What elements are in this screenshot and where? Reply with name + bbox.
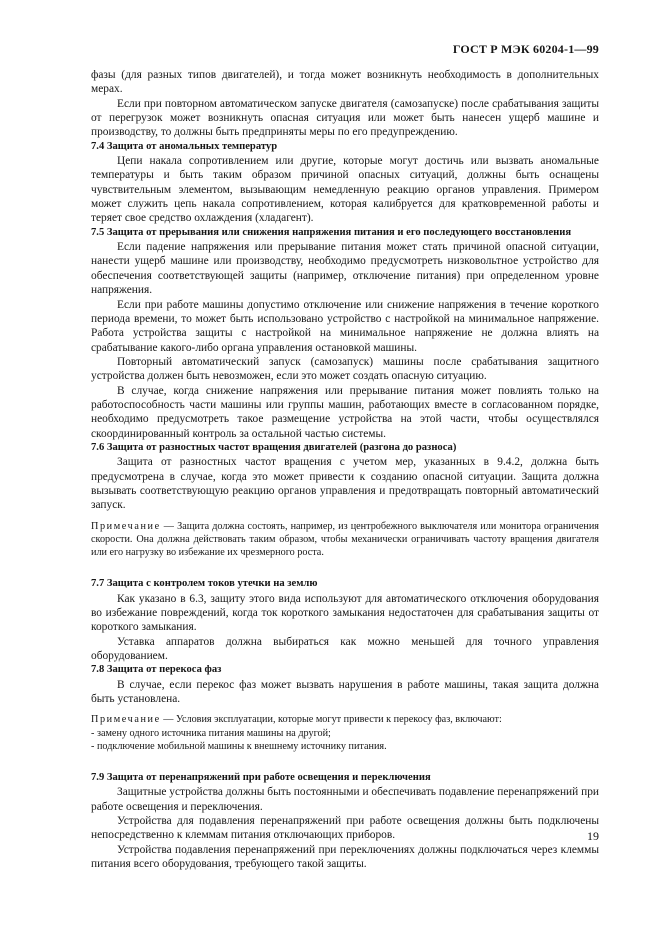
section-7-5-paragraph-1: Если падение напряжения или прерывание питания может стать причиной опасной ситуации, нанести ущерб машине или производству, необходимо предусмотреть низковольтное устройство для обеспечения соответствующей защиты (например, отключение питания) при определенном уровне напряжения.	[91, 241, 599, 297]
section-7-7-paragraph-1: Как указано в 6.3, защиту этого вида используют для автоматического отключения оборудования во избежание повреждений, когда ток короткого замыкания недостаточен для срабатывания защиты от короткого замыкания.	[91, 592, 599, 634]
section-7-5-paragraph-3: Повторный автоматический запуск (самозапуск) машины после срабатывания защитного устройства должен быть невозможен, если это может создать опасную ситуацию.	[91, 355, 599, 383]
section-7-4-paragraph: Цепи накала сопротивлением или другие, которые могут достичь или вызвать аномальные температуры и быть таким образом причиной опасных ситуаций, должны быть оснащены чувствительным элементом, вызывающим немедленную реакцию органов управления. Примером может служить цепь накала сопротивлением, которая калибруется для кратковременной работы и теряет свое средство охлаждения (хладагент).	[91, 155, 599, 225]
intro-paragraph-1: фазы (для разных типов двигателей), и тогда может возникнуть необходимость в дополнительных мерах.	[91, 69, 599, 96]
note-label: Примечание	[91, 714, 161, 726]
section-7-8-heading: 7.8 Защита от перекоса фаз	[91, 664, 222, 676]
section-7-7-heading: 7.7 Защита с контролем токов утечки на землю	[91, 578, 318, 590]
section-7-9-paragraph-2: Устройства для подавления перенапряжений при работе освещения должны быть подключены непосредственно к клеммам питания отключающих приборов.	[91, 815, 599, 842]
section-7-6-note	[91, 520, 599, 560]
section-7-7-paragraph-2: Уставка аппаратов должна выбираться как можно меньшей для точного управления оборудованием.	[91, 635, 599, 662]
section-7-5-paragraph-2: Если при работе машины допустимо отключение или снижение напряжения в течение короткого периода времени, то может быть использовано устройство с настройкой на минимальное напряжение. Работа устройства защиты с настройкой на минимальное напряжение не должна влиять на срабатывание какого-либо органа управления остановкой машины.	[91, 298, 599, 354]
standard-header: ГОСТ Р МЭК 60204-1—99	[452, 42, 599, 56]
section-7-9-paragraph-1: Защитные устройства должны быть постоянными и обеспечивать подавление перенапряжений при работе освещения и переключения.	[91, 786, 599, 813]
section-7-6-heading: 7.6 Защита от разностных частот вращения двигателей (разгона до разноса)	[91, 441, 457, 453]
section-7-5-paragraph-4: В случае, когда снижение напряжения или прерывание питания может повлиять только на работоспособность части машины или группы машин, работающих вместе в согласованном порядке, необходимо предусмотреть такое размещение устройства на этой части, чтобы осуществлялся скоординированный контроль за остальной частью системы.	[91, 384, 599, 440]
document-body	[91, 68, 599, 871]
section-7-4-heading: 7.4 Защита от аномальных температур	[91, 140, 278, 152]
section-7-9-paragraph-3: Устройства подавления перенапряжений при переключениях должны подключаться через клеммы питания всего оборудования, требующего такой защиты.	[91, 843, 599, 871]
section-7-5-heading: 7.5 Защита от прерывания или снижения напряжения питания и его последующего восстановления	[91, 226, 572, 238]
section-7-9-heading: 7.9 Защита от перенапряжений при работе освещения и переключения	[91, 771, 431, 783]
section-7-6-paragraph: Защита от разностных частот вращения с учетом мер, указанных в 9.4.2, должна быть предусмотрена в случае, когда это может привести к созданию опасной ситуации. Защита должна вызывать соответствующую реакцию органов управления и предотвращать повторный автоматический запуск.	[91, 456, 599, 512]
note-label: Примечание	[91, 520, 161, 532]
page-number: 19	[587, 829, 599, 843]
note-list-item: - подключение мобильной машины к внешнему источнику питания.	[91, 740, 387, 752]
note-list-item: - замену одного источника питания машины на другой;	[91, 727, 331, 739]
note-text: — Условия эксплуатации, которые могут привести к перекосу фаз, включают:	[160, 714, 502, 726]
intro-paragraph-2: Если при повторном автоматическом запуске двигателя (самозапуске) после срабатывания защиты от перегрузок может возникнуть опасная ситуация или может быть нанесен ущерб машине и производству, то должны быть предприняты меры по его предупреждению.	[91, 97, 599, 139]
section-7-8-note	[91, 713, 599, 753]
note-text: — Защита должна состоять, например, из центробежного выключателя или монитора ограничения скорости. Она должна действовать таким образом, чтобы механически ограничивать частоту вращения двигателя или его нагрузку во избежание их чрезмерного роста.	[91, 520, 599, 559]
section-7-8-paragraph: В случае, если перекос фаз может вызвать нарушения в работе машины, такая защита должна быть установлена.	[91, 678, 599, 706]
